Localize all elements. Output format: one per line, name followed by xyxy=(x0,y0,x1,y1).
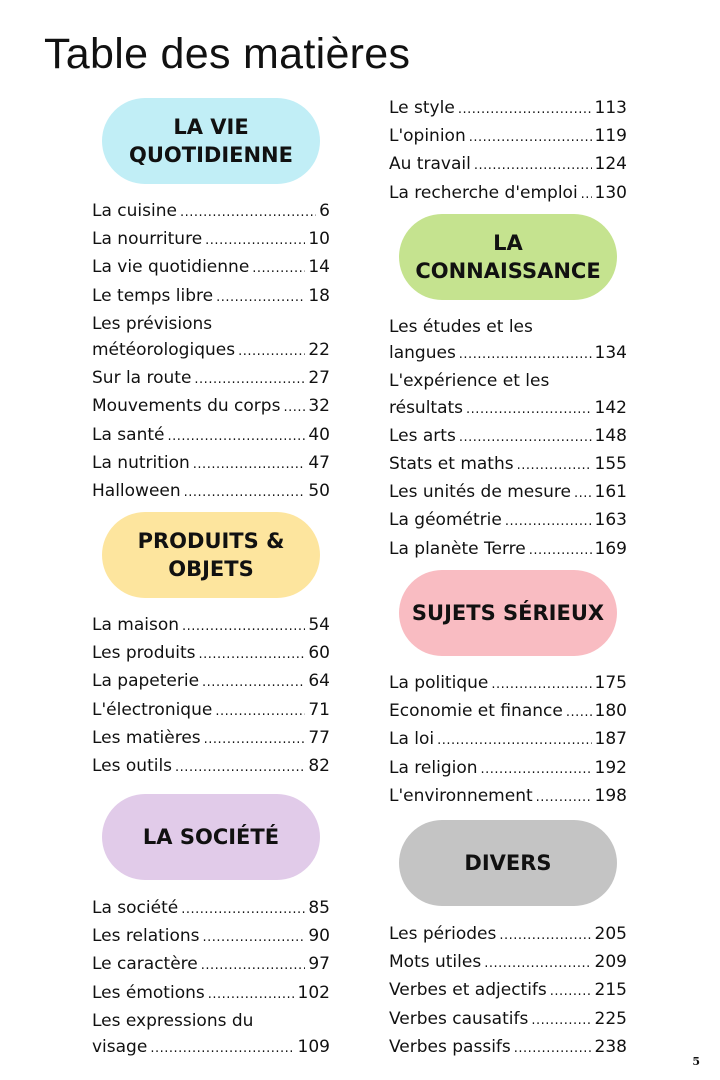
toc-entry-title: Mots utiles xyxy=(389,952,482,973)
toc-entry-page: 163 xyxy=(594,510,627,531)
dot-leader xyxy=(581,182,592,208)
dot-leader xyxy=(566,700,592,726)
toc-entry-title: Halloween xyxy=(92,481,181,502)
dot-leader xyxy=(193,452,306,478)
toc-entry xyxy=(92,422,330,450)
toc-entry-page: 130 xyxy=(594,182,627,203)
toc-entry-title: Verbes causatifs xyxy=(389,1008,529,1029)
toc-entry xyxy=(92,951,330,979)
dot-leader xyxy=(459,425,592,451)
dot-leader xyxy=(208,982,295,1008)
dot-leader xyxy=(205,228,305,254)
toc-entry-page: 90 xyxy=(308,926,330,947)
toc-entry-title: Les outils xyxy=(92,756,173,777)
toc-entry-title: La loi xyxy=(389,729,435,750)
toc-entry xyxy=(92,337,330,365)
toc-entry xyxy=(92,1034,330,1062)
toc-entry xyxy=(389,395,627,423)
toc-entry-title: Au travail xyxy=(389,154,471,175)
toc-entry-title: Les arts xyxy=(389,425,456,446)
toc-entry xyxy=(389,314,627,340)
dot-leader xyxy=(181,897,305,923)
toc-entry xyxy=(92,612,330,640)
toc-entry-page: 113 xyxy=(594,98,627,118)
toc-entry-page: 64 xyxy=(308,671,330,692)
toc-entry xyxy=(92,697,330,725)
section-heading-la-societe xyxy=(102,794,320,880)
toc-entry xyxy=(389,783,627,811)
toc-entry-page: 14 xyxy=(308,257,330,278)
heading-line: DIVERS xyxy=(464,851,552,875)
dot-leader xyxy=(167,424,305,450)
toc-entry xyxy=(389,698,627,726)
toc-entry-title: Sur la route xyxy=(92,368,192,389)
heading-line: QUOTIDIENNE xyxy=(129,143,293,167)
toc-list-vie-quotidienne xyxy=(92,198,330,506)
page-number: 5 xyxy=(692,1055,700,1068)
toc-entry-title: La maison xyxy=(92,615,180,635)
toc-entry-title: Le caractère xyxy=(92,954,198,975)
toc-entry-page: 161 xyxy=(594,482,627,503)
section-heading-la-connaissance xyxy=(399,214,617,300)
toc-entry-page: 169 xyxy=(594,538,627,559)
dot-leader xyxy=(491,672,591,698)
toc-entry-title: La nourriture xyxy=(92,229,203,250)
toc-entry-page: 119 xyxy=(594,126,627,147)
dot-leader xyxy=(215,699,305,725)
toc-entry xyxy=(389,921,627,949)
toc-entry-page: 32 xyxy=(308,396,330,417)
toc-entry-title: La planète Terre xyxy=(389,538,526,559)
toc-entry xyxy=(389,123,627,151)
toc-entry xyxy=(92,895,330,923)
section-heading-produits-objets xyxy=(102,512,320,598)
dot-leader xyxy=(203,925,306,951)
toc-entry-title: Economie et finance xyxy=(389,701,563,722)
dot-leader xyxy=(182,614,305,640)
toc-entry xyxy=(92,450,330,478)
toc-entry-title: La politique xyxy=(389,673,489,693)
toc-entry-title: Les matières xyxy=(92,727,201,748)
dot-leader xyxy=(252,256,305,282)
dot-leader xyxy=(175,755,305,781)
toc-entry xyxy=(389,977,627,1005)
toc-entry xyxy=(92,226,330,254)
heading-line: PRODUITS & xyxy=(137,529,285,553)
section-heading-sujets-serieux xyxy=(399,570,617,656)
heading-line: LA xyxy=(493,231,523,255)
toc-list-la-connaissance xyxy=(389,314,627,564)
toc-entry-title: La recherche d'emploi xyxy=(389,182,578,203)
toc-entry xyxy=(92,640,330,668)
toc-entry xyxy=(389,507,627,535)
dot-leader xyxy=(505,509,592,535)
toc-entry-page: 180 xyxy=(594,701,627,722)
toc-entry xyxy=(389,755,627,783)
toc-entry-title: Le style xyxy=(389,98,455,118)
toc-entry-page: 102 xyxy=(297,982,330,1003)
toc-entry xyxy=(92,923,330,951)
toc-entry xyxy=(92,393,330,421)
toc-entry xyxy=(389,423,627,451)
section-heading-vie-quotidienne xyxy=(102,98,320,184)
toc-entry-title: L'électronique xyxy=(92,699,213,720)
dot-leader xyxy=(550,979,592,1005)
toc-entry-page: 27 xyxy=(308,368,330,389)
dot-leader xyxy=(484,951,591,977)
dot-leader xyxy=(201,953,306,979)
toc-entry-page: 22 xyxy=(308,340,330,361)
toc-entry-title: Verbes et adjectifs xyxy=(389,980,547,1001)
toc-list-produits-objets xyxy=(92,612,330,781)
heading-line: CONNAISSANCE xyxy=(415,259,601,283)
toc-entry xyxy=(92,254,330,282)
toc-entry xyxy=(389,726,627,754)
toc-entry xyxy=(389,151,627,179)
dot-leader xyxy=(531,1008,591,1034)
toc-entry xyxy=(92,283,330,311)
dot-leader xyxy=(283,395,305,421)
toc-list-la-societe xyxy=(92,895,330,1062)
toc-entry xyxy=(92,753,330,781)
dot-leader xyxy=(216,285,305,311)
toc-entry xyxy=(389,1006,627,1034)
toc-entry-page: 134 xyxy=(594,343,627,364)
dot-leader xyxy=(184,480,306,506)
toc-entry-page: 238 xyxy=(594,1036,627,1057)
toc-entry-title: La nutrition xyxy=(92,452,190,473)
toc-entry-page: 198 xyxy=(594,785,627,806)
section-heading-divers xyxy=(399,820,617,906)
toc-entry-title: Stats et maths xyxy=(389,454,514,475)
toc-entry-page: 60 xyxy=(308,643,330,664)
toc-entry-title: L'environnement xyxy=(389,785,533,806)
toc-entry-page: 97 xyxy=(308,954,330,975)
toc-entry-page: 71 xyxy=(308,699,330,720)
dot-leader xyxy=(199,642,306,668)
toc-entry-page: 10 xyxy=(308,229,330,250)
toc-entry-title: L'expérience et les xyxy=(389,371,550,392)
toc-entry-title: Les produits xyxy=(92,643,196,664)
toc-entry-title: Le temps libre xyxy=(92,285,214,306)
toc-entry xyxy=(389,95,627,123)
page-title: Table des matières xyxy=(44,30,411,78)
toc-entry xyxy=(389,670,627,698)
toc-entry-title: La société xyxy=(92,898,179,918)
toc-entry-title: Les expressions du xyxy=(92,1010,254,1031)
heading-line: LA SOCIÉTÉ xyxy=(142,825,280,849)
toc-entry-title: Verbes passifs xyxy=(389,1036,511,1057)
toc-entry-title: La cuisine xyxy=(92,201,177,221)
dot-leader xyxy=(536,785,592,811)
toc-entry xyxy=(92,365,330,393)
toc-entry xyxy=(92,668,330,696)
dot-leader xyxy=(194,367,305,393)
toc-entry xyxy=(92,311,330,337)
toc-entry xyxy=(389,451,627,479)
dot-leader xyxy=(150,1036,294,1062)
toc-entry-title: La géométrie xyxy=(389,510,502,531)
toc-entry-page: 209 xyxy=(594,952,627,973)
toc-entry-title: Les prévisions xyxy=(92,313,213,334)
toc-list-sujets-serieux xyxy=(389,670,627,811)
dot-leader xyxy=(529,538,592,564)
dot-leader xyxy=(180,200,316,226)
toc-entry-title: météorologiques xyxy=(92,340,236,361)
dot-leader xyxy=(202,670,305,696)
toc-entry-title: Les unités de mesure xyxy=(389,482,571,503)
toc-entry-page: 187 xyxy=(594,729,627,750)
dot-leader xyxy=(469,125,592,151)
toc-entry-page: 47 xyxy=(308,452,330,473)
dot-leader xyxy=(458,97,592,123)
dot-leader xyxy=(474,153,592,179)
toc-entry xyxy=(389,949,627,977)
toc-list-divers xyxy=(389,921,627,1062)
dot-leader xyxy=(459,342,592,368)
toc-list-culture xyxy=(389,95,627,208)
dot-leader xyxy=(238,339,305,365)
toc-entry xyxy=(92,1008,330,1034)
toc-entry-page: 192 xyxy=(594,757,627,778)
dot-leader xyxy=(517,453,592,479)
toc-entry xyxy=(389,1034,627,1062)
toc-entry xyxy=(389,479,627,507)
toc-entry-title: Mouvements du corps xyxy=(92,396,281,417)
toc-entry-title: La vie quotidienne xyxy=(92,257,250,278)
dot-leader xyxy=(437,728,591,754)
toc-entry-page: 148 xyxy=(594,425,627,446)
toc-entry xyxy=(92,980,330,1008)
toc-entry-page: 225 xyxy=(594,1008,627,1029)
toc-entry-page: 142 xyxy=(594,397,627,418)
dot-leader xyxy=(466,397,592,423)
toc-entry xyxy=(92,478,330,506)
toc-entry-title: La religion xyxy=(389,757,478,778)
dot-leader xyxy=(481,757,592,783)
toc-entry-page: 85 xyxy=(308,898,330,918)
toc-entry-page: 155 xyxy=(594,454,627,475)
toc-entry-page: 82 xyxy=(308,756,330,777)
toc-entry-page: 18 xyxy=(308,285,330,306)
toc-entry xyxy=(92,725,330,753)
dot-leader xyxy=(499,923,591,949)
toc-entry-title: Les périodes xyxy=(389,924,497,944)
toc-entry-title: Les émotions xyxy=(92,982,205,1003)
dot-leader xyxy=(514,1036,592,1062)
toc-entry-page: 124 xyxy=(594,154,627,175)
toc-entry-page: 215 xyxy=(594,980,627,1001)
heading-line: SUJETS SÉRIEUX xyxy=(411,601,605,625)
toc-entry-title: Les études et les xyxy=(389,317,533,337)
toc-entry-title: La papeterie xyxy=(92,671,200,692)
toc-entry-title: Les relations xyxy=(92,926,200,947)
toc-entry-page: 40 xyxy=(308,424,330,445)
toc-entry xyxy=(389,368,627,394)
toc-entry xyxy=(389,536,627,564)
toc-entry-title: L'opinion xyxy=(389,126,466,147)
dot-leader xyxy=(204,727,306,753)
toc-entry-title: résultats xyxy=(389,397,464,418)
toc-entry-page: 6 xyxy=(319,201,330,221)
heading-line: LA VIE xyxy=(173,115,249,139)
toc-entry-page: 50 xyxy=(308,481,330,502)
toc-entry-page: 54 xyxy=(308,615,330,635)
toc-entry-title: La santé xyxy=(92,424,165,445)
toc-entry-page: 205 xyxy=(594,924,627,944)
toc-entry-title: langues xyxy=(389,343,456,364)
toc-entry xyxy=(389,340,627,368)
heading-line: OBJETS xyxy=(168,557,254,581)
toc-entry-title: visage xyxy=(92,1037,148,1058)
dot-leader xyxy=(574,481,592,507)
toc-entry-page: 77 xyxy=(308,727,330,748)
toc-entry xyxy=(389,180,627,208)
toc-entry-page: 175 xyxy=(594,673,627,693)
toc-entry-page: 109 xyxy=(297,1037,330,1058)
toc-entry xyxy=(92,198,330,226)
